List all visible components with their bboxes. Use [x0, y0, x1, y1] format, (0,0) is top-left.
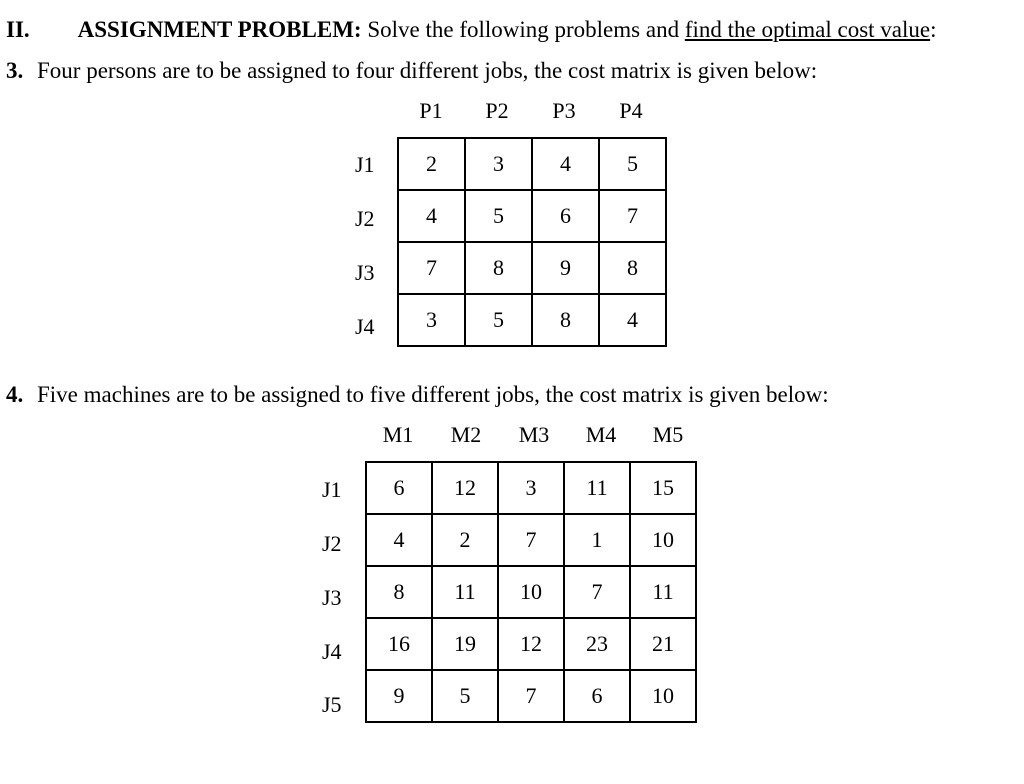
matrix-cell: 5 — [599, 138, 666, 190]
p4-row-header: J2 — [322, 531, 342, 556]
matrix-cell: 12 — [498, 618, 564, 670]
matrix-cell: 10 — [630, 514, 696, 566]
matrix-cell: 3 — [498, 462, 564, 514]
p3-row-header: J2 — [355, 206, 375, 231]
matrix-cell: 10 — [630, 670, 696, 722]
section-number: II. — [6, 17, 30, 42]
problem-3-number: 3. — [6, 58, 24, 83]
p3-col-header: P1 — [419, 98, 443, 123]
matrix-cell: 3 — [465, 138, 532, 190]
p4-col-header: M4 — [585, 422, 617, 447]
problem-4-number: 4. — [6, 382, 24, 407]
table-row — [366, 514, 696, 566]
matrix-cell: 21 — [630, 618, 696, 670]
problem-4-statement — [6, 382, 829, 408]
problem-4-text: Five machines are to be assigned to five different jobs, the cost matrix is given below: — [37, 382, 829, 407]
section-label: ASSIGNMENT PROBLEM: — [77, 17, 362, 42]
p4-row-header: J4 — [322, 639, 342, 664]
p3-row-header: J3 — [355, 260, 375, 285]
p4-row-header: J3 — [322, 585, 342, 610]
table-row — [366, 566, 696, 618]
table-row — [366, 670, 696, 722]
matrix-cell: 9 — [532, 242, 599, 294]
matrix-cell: 9 — [366, 670, 432, 722]
matrix-cell: 2 — [398, 138, 465, 190]
matrix-cell: 8 — [599, 242, 666, 294]
p3-col-header: P3 — [552, 98, 576, 123]
matrix-cell: 2 — [432, 514, 498, 566]
matrix-cell: 19 — [432, 618, 498, 670]
table-row — [398, 138, 666, 190]
table-row — [366, 618, 696, 670]
matrix-cell: 23 — [564, 618, 630, 670]
matrix-cell: 8 — [532, 294, 599, 346]
p4-col-header: M1 — [382, 422, 414, 447]
matrix-cell: 11 — [432, 566, 498, 618]
matrix-cell: 4 — [599, 294, 666, 346]
matrix-cell: 4 — [532, 138, 599, 190]
matrix-cell: 6 — [366, 462, 432, 514]
matrix-cell: 8 — [465, 242, 532, 294]
matrix-cell: 11 — [564, 462, 630, 514]
matrix-cell: 5 — [465, 190, 532, 242]
p4-row-header: J5 — [322, 692, 342, 717]
matrix-cell: 1 — [564, 514, 630, 566]
matrix-cell: 3 — [398, 294, 465, 346]
p4-col-header: M3 — [518, 422, 550, 447]
table-row — [398, 294, 666, 346]
section-heading — [6, 17, 937, 43]
matrix-cell: 5 — [432, 670, 498, 722]
matrix-cell: 15 — [630, 462, 696, 514]
matrix-cell: 6 — [532, 190, 599, 242]
matrix-cell: 7 — [498, 514, 564, 566]
p3-row-header: J1 — [355, 152, 375, 177]
matrix-cell: 11 — [630, 566, 696, 618]
section-text: Solve the following problems and — [361, 17, 685, 42]
matrix-cell: 7 — [564, 566, 630, 618]
problem-3-statement — [6, 58, 817, 84]
table-row — [366, 462, 696, 514]
matrix-cell: 7 — [498, 670, 564, 722]
table-row — [398, 242, 666, 294]
p4-col-header: M5 — [652, 422, 684, 447]
matrix-cell: 12 — [432, 462, 498, 514]
matrix-cell: 10 — [498, 566, 564, 618]
matrix-cell: 4 — [366, 514, 432, 566]
matrix-cell: 16 — [366, 618, 432, 670]
table-row — [398, 190, 666, 242]
matrix-cell: 7 — [599, 190, 666, 242]
section-text-end: : — [930, 17, 937, 42]
cost-matrix-problem-4 — [365, 461, 697, 723]
matrix-cell: 4 — [398, 190, 465, 242]
matrix-cell: 5 — [465, 294, 532, 346]
matrix-cell: 8 — [366, 566, 432, 618]
p3-row-header: J4 — [355, 314, 375, 339]
p4-col-header: M2 — [450, 422, 482, 447]
section-underlined: find the optimal cost value — [684, 17, 931, 42]
p3-col-header: P2 — [485, 98, 509, 123]
p3-col-header: P4 — [619, 98, 643, 123]
p4-row-header: J1 — [322, 477, 342, 502]
cost-matrix-problem-3 — [397, 137, 667, 347]
matrix-cell: 7 — [398, 242, 465, 294]
matrix-cell: 6 — [564, 670, 630, 722]
problem-3-text: Four persons are to be assigned to four different jobs, the cost matrix is given below: — [37, 58, 818, 83]
